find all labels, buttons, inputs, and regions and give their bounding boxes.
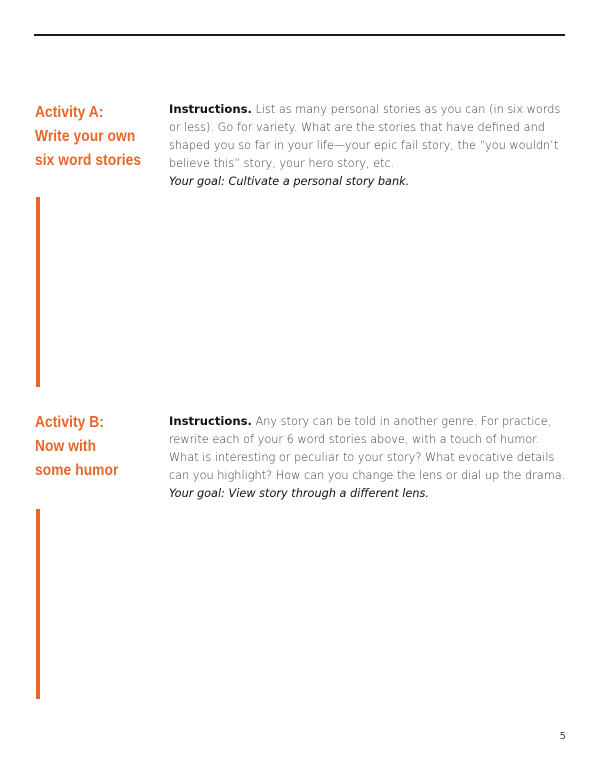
activity-a-heading-line-2: Write your own [35, 128, 136, 145]
activity-b-heading [35, 411, 143, 483]
activity-b-instructions-label: Instructions. [169, 414, 252, 428]
activity-b-goal: Your goal: View story through a different lens. [169, 487, 429, 500]
activity-a-heading-line-1: Activity A: [35, 104, 104, 121]
activity-b-heading-line-3: some humor [35, 462, 119, 479]
activity-a-instructions [169, 100, 569, 191]
activity-b-heading-line-1: Activity B: [35, 414, 105, 431]
activity-a-goal: Your goal: Cultivate a personal story bank. [169, 175, 410, 188]
top-divider [34, 34, 565, 36]
page-number: 5 [559, 731, 566, 742]
activity-a-instructions-label: Instructions. [169, 102, 252, 116]
activity-b-heading-line-2: Now with [35, 438, 97, 455]
activity-a-accent-bar [36, 197, 40, 387]
activity-a-heading [35, 101, 143, 173]
activity-a-heading-line-3: six word stories [35, 152, 142, 169]
activity-b-instructions [169, 412, 569, 503]
activity-b-accent-bar [36, 509, 40, 699]
activity-a-instructions-text: List as many personal stories as you can (in six words or less). Go for variety. What are the stories that have defined and shaped you so far in your life—your epic fail story, the “you wouldn’t believe this” story, your hero story, etc. [169, 103, 561, 170]
activity-b-instructions-text: Any story can be told in another genre. For practice, rewrite each of your 6 word stories above, with a touch of humor. What is interesting or peculiar to your story? What evocative details can you highlight? How can you change the lens or dial up the drama. [169, 415, 566, 482]
